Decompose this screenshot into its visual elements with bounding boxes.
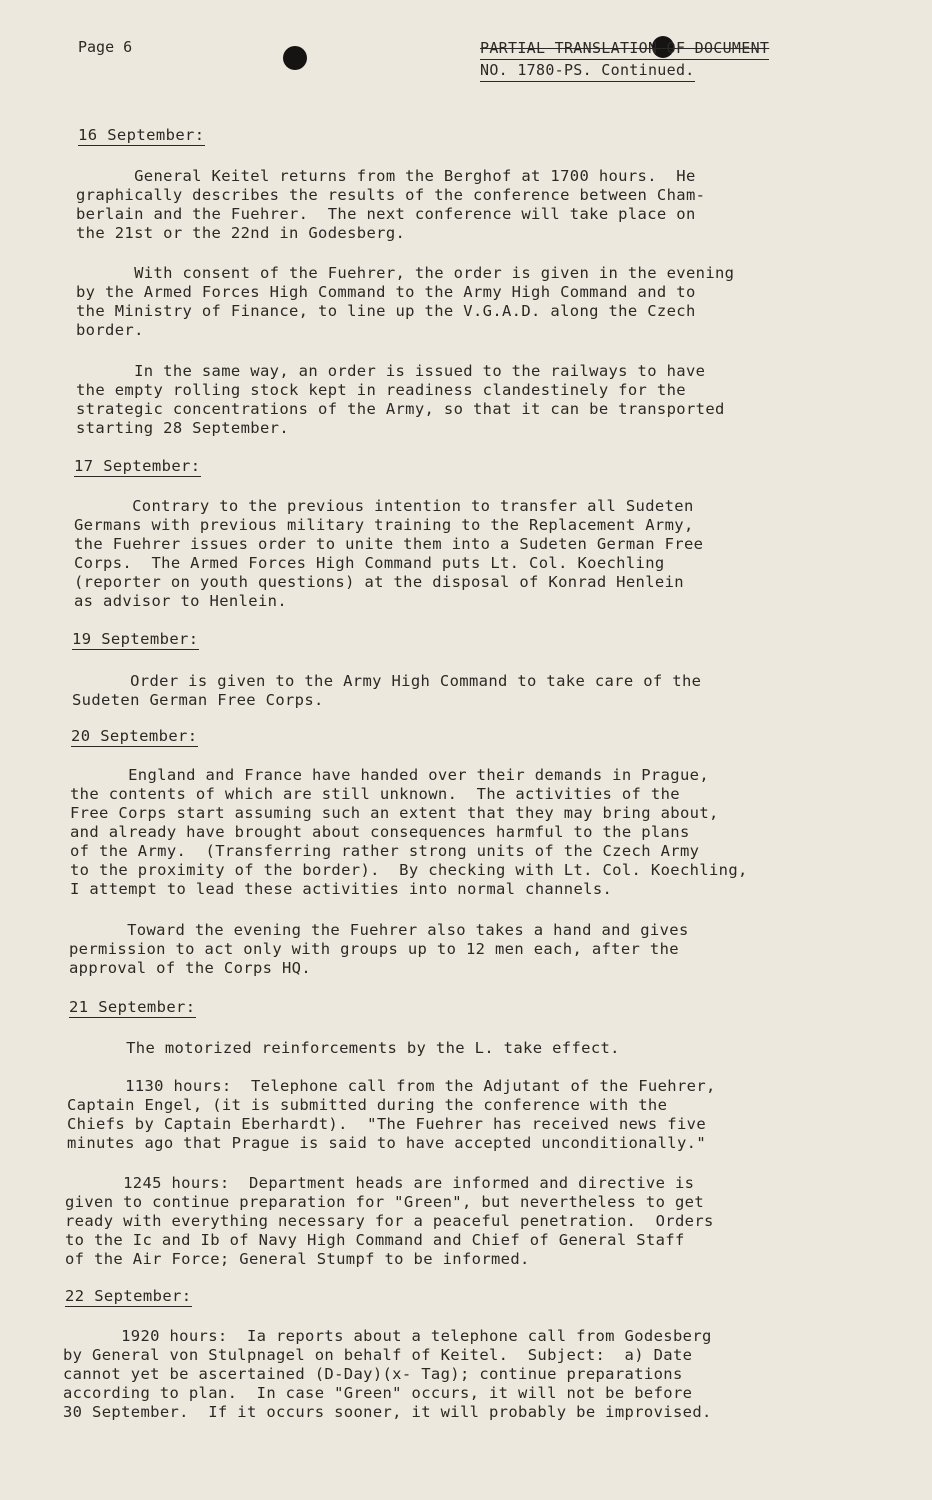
- paragraph-text: 1130 hours: Telephone call from the Adjutant of the Fuehrer, Captain Engel, (it is submitted during the conference with the Chiefs by Captain Eberhardt). "The Fuehrer has received news five minutes ago that Prague is said to have accepted unconditionally.": [67, 1077, 716, 1152]
- section-16-september: [78, 125, 205, 146]
- section-date: 19 September:: [72, 630, 199, 648]
- section-21-september: [69, 997, 196, 1018]
- paragraph: [76, 167, 705, 243]
- paragraph-text: In the same way, an order is issued to the railways to have the empty rolling stock kept in readiness clandestinely for the strategic concentrations of the Army, so that it can be transported starting 28 September.: [76, 362, 725, 437]
- paragraph-text: With consent of the Fuehrer, the order is given in the evening by the Armed Forces High Command to the Army High Command and to the Ministry of Finance, to line up the V.G.A.D. along the Czech border.: [76, 264, 735, 339]
- section-date: 16 September:: [78, 126, 205, 144]
- doc-title-line1: PARTIAL TRANSLATION OF DOCUMENT: [480, 38, 769, 60]
- page-number: Page 6: [78, 38, 133, 56]
- paragraph: [70, 766, 748, 899]
- paragraph: [76, 264, 734, 340]
- doc-title-line2: NO. 1780-PS. Continued.: [480, 60, 695, 82]
- paragraph-text: England and France have handed over their demands in Prague, the contents of which are still unknown. The activities of the Free Corps start assuming such an extent that they may bring about, and already have brought about consequences harmful to the plans of the Army. (Transferring rather strong units of the Czech Army to the proximity of the border). By checking with Lt. Col. Koechling, I attempt to lead these activities into normal channels.: [70, 766, 748, 898]
- paragraph-text: The motorized reinforcements by the L. take effect.: [68, 1039, 620, 1057]
- paragraph-text: Contrary to the previous intention to transfer all Sudeten Germans with previous military training to the Replacement Army, the Fuehrer issues order to unite them into a Sudeten German Free Corps. The Armed Forces High Command puts Lt. Col. Koechling (reporter on youth questions) at the disposal of Konrad Henlein as advisor to Henlein.: [74, 497, 704, 610]
- paragraph-text: Order is given to the Army High Command to take care of the Sudeten German Free Corps.: [72, 672, 702, 709]
- paragraph-text: 1245 hours: Department heads are informed and directive is given to continue preparation for "Green", but nevertheless to get ready with everything necessary for a peaceful penetration. Orders to the Ic and Ib of Navy High Command and Chief of General Staff of the Air Force; General Stumpf to be informed.: [65, 1174, 714, 1268]
- paragraph: [67, 1077, 716, 1153]
- document-header: [480, 38, 769, 82]
- punch-hole: [283, 46, 307, 70]
- section-date: 21 September:: [69, 998, 196, 1016]
- paragraph: [74, 497, 703, 611]
- paragraph: [76, 362, 725, 438]
- section-17-september: [74, 456, 201, 477]
- paragraph: [65, 1174, 714, 1269]
- paragraph: [68, 1039, 620, 1058]
- paragraph: [69, 921, 689, 978]
- section-22-september: [65, 1286, 192, 1307]
- section-date: 22 September:: [65, 1287, 192, 1305]
- section-date: 17 September:: [74, 457, 201, 475]
- paragraph: [63, 1327, 712, 1422]
- section-date: 20 September:: [71, 727, 198, 745]
- paragraph: [72, 672, 701, 710]
- paragraph-text: 1920 hours: Ia reports about a telephone call from Godesberg by General von Stulpnagel on behalf of Keitel. Subject: a) Date cannot yet be ascertained (D-Day)(x- Tag); continue preparations according to plan. In case "Green" occurs, it will not be before 30 September. If it occurs sooner, it will probably be improvised.: [63, 1327, 712, 1421]
- section-19-september: [72, 629, 199, 650]
- section-20-september: [71, 726, 198, 747]
- paragraph-text: Toward the evening the Fuehrer also takes a hand and gives permission to act only with groups up to 12 men each, after the approval of the Corps HQ.: [69, 921, 689, 977]
- paragraph-text: General Keitel returns from the Berghof at 1700 hours. He graphically describes the results of the conference between Cham- berlain and the Fuehrer. The next conference will take place on the 21st or the 22nd in Godesberg.: [76, 167, 706, 242]
